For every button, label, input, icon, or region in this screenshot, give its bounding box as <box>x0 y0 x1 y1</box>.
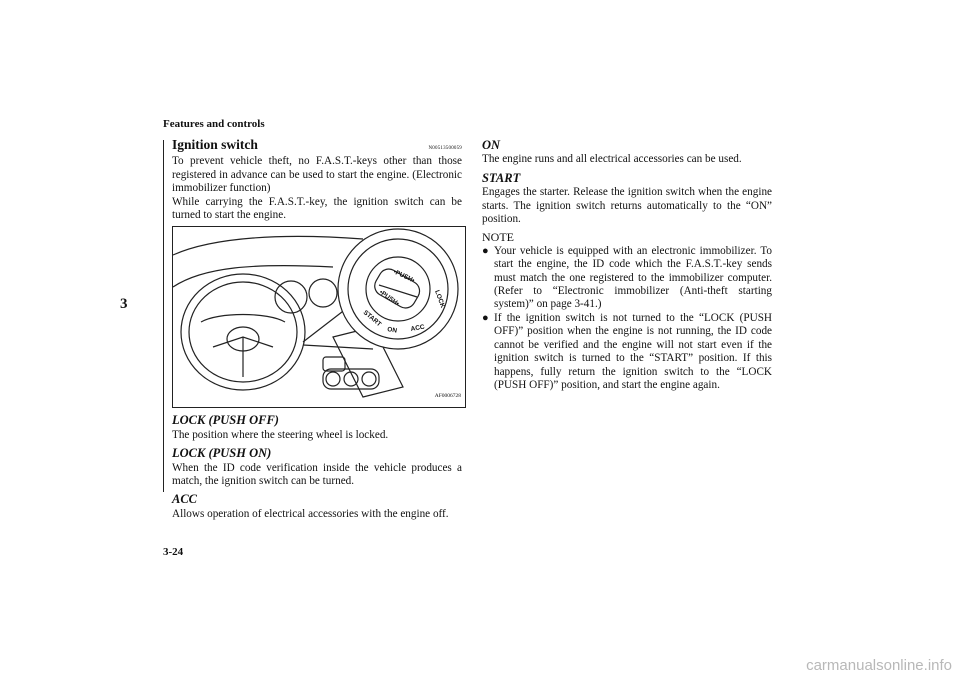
section-code: N00513500059 <box>428 146 462 151</box>
intro-paragraph-1: To prevent vehicle theft, no F.A.S.T.-keys other than those registered in advance can be used to start the engine. (Electronic immobilizer function) <box>172 155 462 195</box>
item-heading: LOCK (PUSH ON) <box>172 446 272 461</box>
item-text: Engages the starter. Release the ignition switch when the engine starts. The ignition switch returns automatically to the “ON” position. <box>482 186 772 226</box>
dashboard-illustration <box>173 227 465 407</box>
figure-code: AF0006728 <box>434 393 461 400</box>
switch-label-lock: LOCK <box>433 289 446 310</box>
item-text: The position where the steering wheel is locked. <box>172 428 389 441</box>
note-item <box>482 312 772 392</box>
item-lock-push-off <box>172 414 462 442</box>
switch-label-start: START <box>361 309 383 329</box>
note-text: If the ignition switch is not turned to the “LOCK (PUSH OFF)” position when the engine is not running, the ID code cannot be verified and the engine will not start even if the ignition switch is turned to the “START” position. If this happens, fully return the ignition switch to the “LOCK (PUSH OFF)” position, and start the engine again. <box>494 311 772 391</box>
item-start <box>482 172 772 227</box>
item-text: The engine runs and all electrical accessories can be used. <box>482 153 742 166</box>
intro-paragraph-2: While carrying the F.A.S.T.-key, the ignition switch can be turned to start the engine. <box>172 195 462 222</box>
bullet-icon: ● <box>482 244 489 257</box>
note-label: NOTE <box>482 230 514 245</box>
section-title-text: Ignition switch <box>172 137 258 152</box>
item-text: When the ID code verification inside the vehicle produces a match, the ignition switch can be turned. <box>172 461 462 488</box>
switch-label-push-bottom: •PUSH• <box>377 289 401 309</box>
item-text: Allows operation of electrical accessories with the engine off. <box>172 507 449 520</box>
switch-label-acc: ACC <box>410 324 426 334</box>
section-header: Features and controls <box>163 118 265 130</box>
switch-label-push-top: •PUSH• <box>392 268 416 285</box>
note-item <box>482 245 772 312</box>
right-column <box>482 134 772 392</box>
item-heading: ACC <box>172 492 198 507</box>
item-acc <box>172 493 462 521</box>
switch-label-on: ON <box>386 326 398 336</box>
chapter-tab: 3 <box>120 296 128 312</box>
ignition-switch-figure <box>172 226 466 408</box>
item-heading: LOCK (PUSH OFF) <box>172 413 279 428</box>
bullet-icon: ● <box>482 311 489 324</box>
page-number: 3-24 <box>163 546 184 558</box>
chapter-divider <box>163 140 164 492</box>
section-title <box>172 138 462 151</box>
item-on <box>482 139 772 167</box>
footer-watermark[interactable]: carmanualsonline.info <box>806 657 952 674</box>
item-heading: START <box>482 170 521 185</box>
left-column <box>172 138 462 521</box>
note-text: Your vehicle is equipped with an electronic immobilizer. To start the engine, the ID code which the F.A.S.T.-key sends must match the one registered to the immobilizer computer. (Refer to “Electronic immobilizer (Anti-theft starting system)” on page 3-41.) <box>494 244 772 311</box>
item-heading: ON <box>482 138 501 152</box>
item-lock-push-on <box>172 447 462 488</box>
